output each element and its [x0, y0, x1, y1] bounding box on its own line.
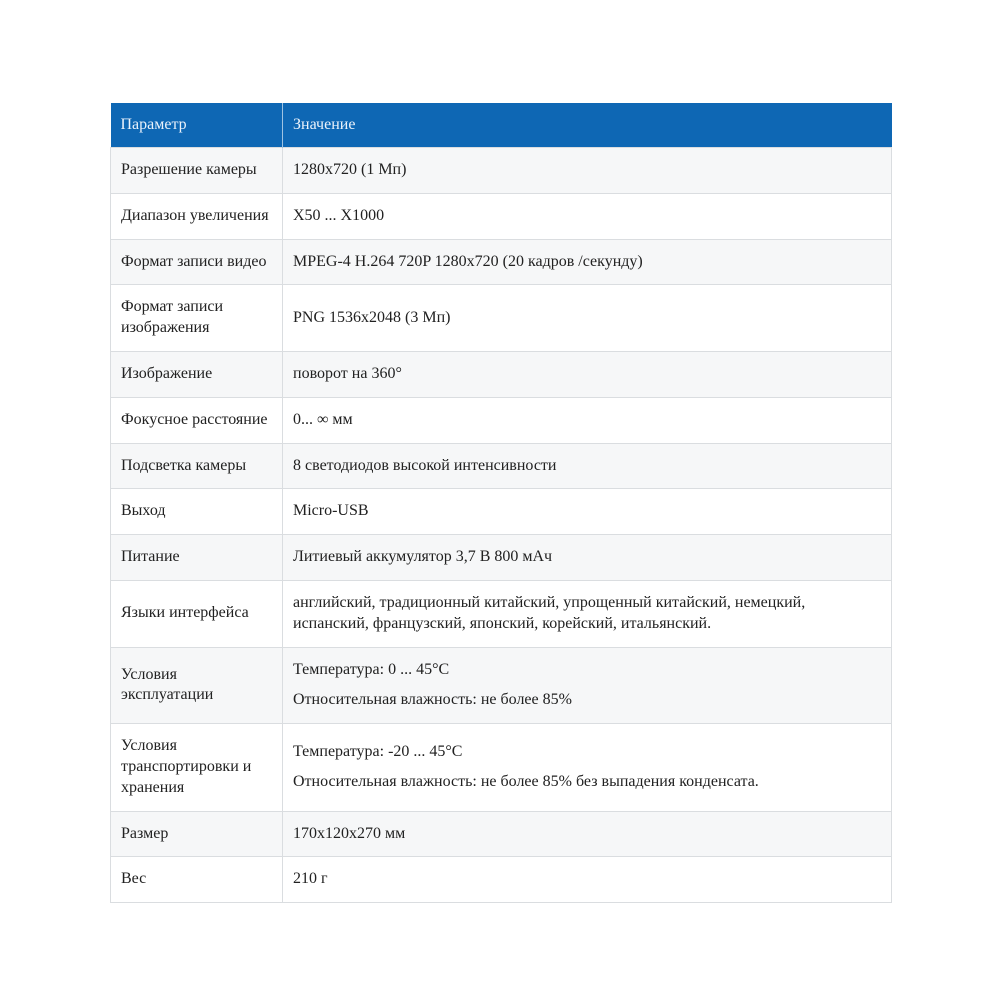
value-cell	[283, 724, 892, 811]
value-line: поворот на 360°	[293, 364, 402, 382]
parameter-cell: Формат записи видео	[111, 239, 283, 285]
value-line: Литиевый аккумулятор 3,7 В 800 мАч	[293, 548, 553, 566]
value-cell	[283, 647, 892, 724]
table-row	[111, 580, 892, 647]
table-row	[111, 397, 892, 443]
value-cell	[283, 811, 892, 857]
table-row	[111, 647, 892, 724]
value-cell	[283, 489, 892, 535]
value-line: Температура: 0 ... 45°C	[293, 660, 450, 678]
value-cell	[283, 580, 892, 647]
parameter-cell: Питание	[111, 535, 283, 581]
value-line: PNG 1536x2048 (3 Мп)	[293, 308, 451, 326]
value-line: английский, традиционный китайский, упрощенный китайский, немецкий, испанский, французский, японский, корейский, итальянский.	[293, 593, 806, 632]
table-row	[111, 148, 892, 194]
table-row	[111, 724, 892, 811]
value-line: Micro-USB	[293, 502, 369, 520]
parameter-cell: Условия транспортировки и хранения	[111, 724, 283, 811]
value-cell	[283, 351, 892, 397]
parameter-cell: Размер	[111, 811, 283, 857]
parameter-cell: Условия эксплуатации	[111, 647, 283, 724]
parameter-cell: Диапазон увеличения	[111, 193, 283, 239]
table-row	[111, 443, 892, 489]
parameter-cell: Выход	[111, 489, 283, 535]
table-row	[111, 489, 892, 535]
parameter-cell: Фокусное расстояние	[111, 397, 283, 443]
value-line: 1280x720 (1 Мп)	[293, 161, 407, 178]
parameter-cell: Изображение	[111, 351, 283, 397]
value-cell	[283, 535, 892, 581]
parameter-cell: Подсветка камеры	[111, 443, 283, 489]
table-row	[111, 811, 892, 857]
parameter-cell: Разрешение камеры	[111, 148, 283, 194]
value-cell	[283, 148, 892, 194]
parameter-cell: Вес	[111, 857, 283, 903]
value-line: 170x120x270 мм	[293, 824, 406, 842]
value-line: Относительная влажность: не более 85%	[293, 691, 572, 709]
spec-table	[110, 103, 892, 903]
value-cell	[283, 193, 892, 239]
value-line: 210 г	[293, 870, 328, 888]
value-line: 0... ∞ мм	[293, 410, 353, 428]
table-row	[111, 285, 892, 352]
parameter-cell: Языки интерфейса	[111, 580, 283, 647]
value-line: Относительная влажность: не более 85% без выпадения конденсата.	[293, 773, 759, 791]
value-cell	[283, 285, 892, 352]
header-row	[111, 103, 892, 148]
value-line: X50 ... X1000	[293, 206, 385, 224]
value-line: MPEG-4 H.264 720P 1280x720 (20 кадров /секунду)	[293, 252, 643, 270]
parameter-cell: Формат записи изображения	[111, 285, 283, 352]
spec-table-body	[111, 148, 892, 903]
column-header-parameter: Параметр	[111, 103, 283, 148]
table-row	[111, 535, 892, 581]
table-row	[111, 193, 892, 239]
value-line: 8 светодиодов высокой интенсивности	[293, 456, 557, 474]
value-cell	[283, 397, 892, 443]
value-cell	[283, 239, 892, 285]
table-row	[111, 351, 892, 397]
table-row	[111, 857, 892, 903]
value-line: Температура: -20 ... 45°C	[293, 742, 463, 760]
value-cell	[283, 857, 892, 903]
spec-table-header	[111, 103, 892, 148]
value-cell	[283, 443, 892, 489]
column-header-value: Значение	[283, 103, 892, 148]
table-row	[111, 239, 892, 285]
